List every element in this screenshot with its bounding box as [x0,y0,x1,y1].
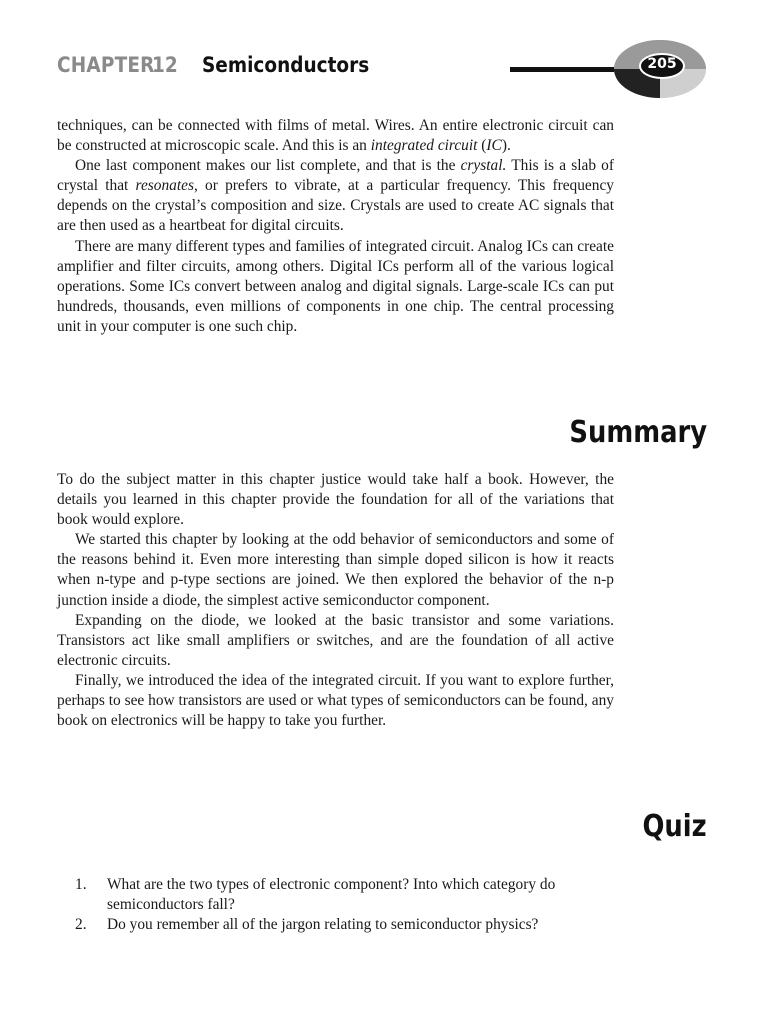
summary-text [57,470,614,731]
summary-paragraph-1: To do the subject matter in this chapter justice would take half a book. However, the details you learned in this chapter provide the foundation for all of the variations that book would explore. [57,471,614,529]
intro-paragraph-2: One last component makes our list complete, and that is the crystal. This is a slab of crystal that resonates, or prefers to vibrate, at a particular frequency. This frequency depends on the crystal’s composition and size. Crystals are used to create AC signals that are then used as a heartbeat for digital circuits. [57,157,615,235]
quiz-item [57,875,614,915]
quiz-item-number: 2. [75,916,87,934]
intro-paragraph-3: There are many different types and families of integrated circuit. Analog ICs can create amplifier and filter circuits, among others. Digital ICs perform all of the various logical operations. Some ICs convert between analog and digital signals. Large-scale ICs can put hundreds, thousands, even millions of components in one chip. The central processing unit in your computer is one such chip. [57,237,614,335]
header-rule [510,67,620,72]
running-header [0,0,762,110]
chapter-number: 12 [152,53,178,77]
summary-paragraph-4: Finally, we introduced the idea of the integrated circuit. If you want to explore further, perhaps to see how transistors are used or what types of semiconductors can be found, any book on electronics will be happy to take you further. [57,671,614,730]
quiz-item [57,915,614,935]
quiz-list [57,875,614,935]
summary-paragraph-3: Expanding on the diode, we looked at the basic transistor and some variations. Transistors act like small amplifiers or switches, and are the foundation of all active electronic circuits. [57,611,614,669]
chapter-title: Semiconductors [202,53,370,77]
page-number: 205 [647,56,677,72]
intro-paragraph-1: techniques, can be connected with films of metal. Wires. An entire electronic circuit can be constructed at microscopic scale. And this is an integrated circuit (IC). [57,117,614,155]
quiz-item-text: What are the two types of electronic component? Into which category do semiconductors fall? [107,876,556,914]
summary-paragraph-2: We started this chapter by looking at the odd behavior of semiconductors and some of the reasons behind it. Even more interesting than simple doped silicon is how it reacts when n-type and p-type sections are joined. We then explored the behavior of the n-p junction inside a diode, the simplest active semiconductor component. [57,531,614,609]
chapter-label: CHAPTER [57,53,155,77]
summary-heading: Summary [569,415,707,450]
intro-text [57,116,614,337]
quiz-heading: Quiz [642,809,707,844]
quiz-item-number: 1. [75,876,87,893]
quiz-item-text: Do you remember all of the jargon relating to semiconductor physics? [107,916,539,934]
